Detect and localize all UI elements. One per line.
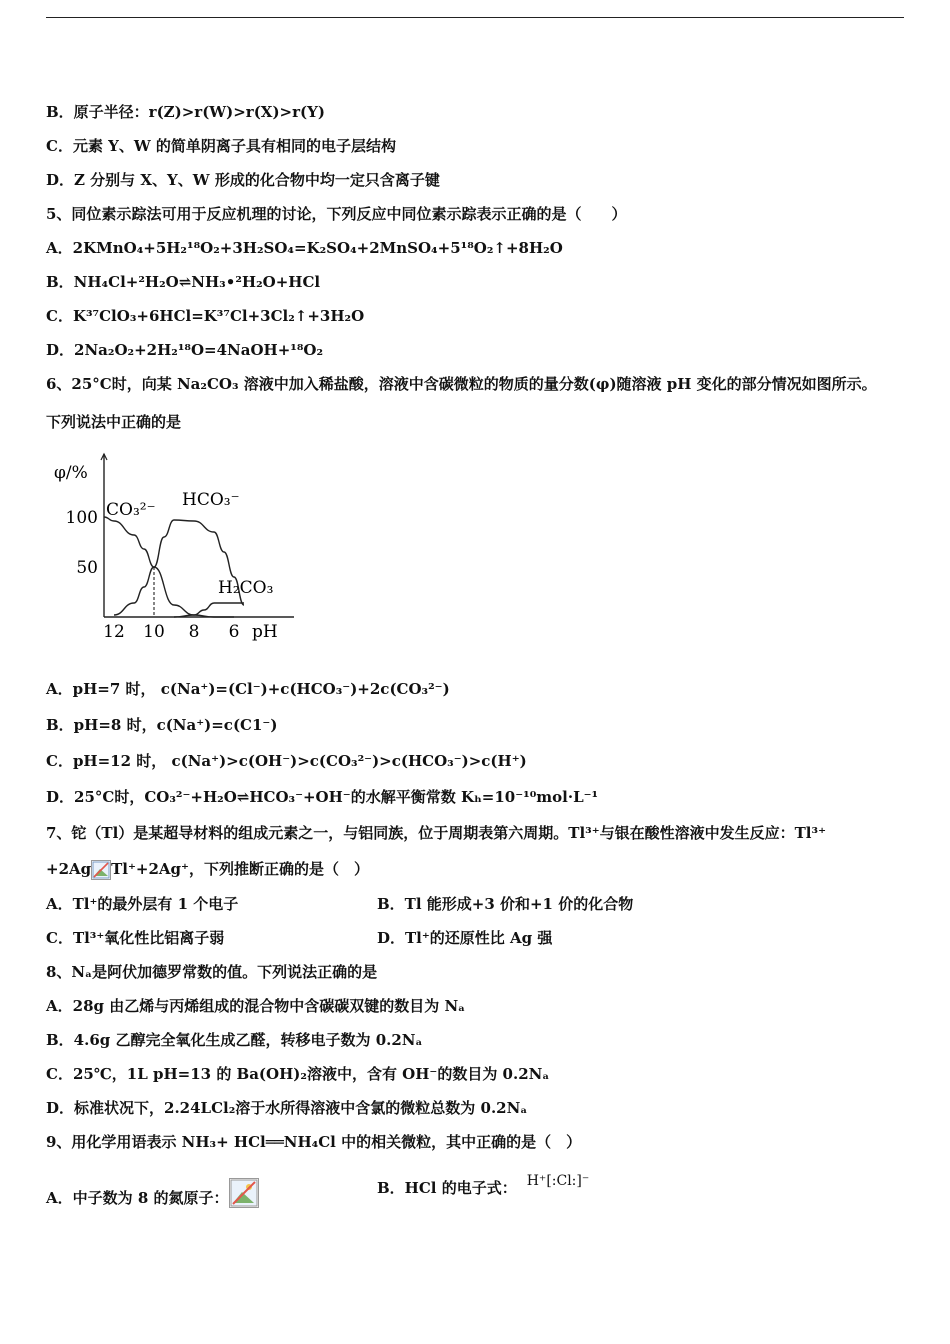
header-rule (46, 17, 904, 18)
q9-option-b-label: B．HCl 的电子式： (377, 1179, 517, 1197)
x-axis-label: pH (252, 622, 278, 642)
q7-option-b: B．Tl 能形成+3 价和+1 价的化合物 (377, 895, 634, 913)
q5-option-b: B．NH₄Cl+²H₂O⇌NH₃•²H₂O+HCl (46, 273, 321, 291)
q8-option-b: B．4.6g 乙醇完全氧化生成乙醛，转移电子数为 0.2Nₐ (46, 1031, 423, 1049)
q6-option-a: A．pH=7 时， c(Na⁺)=(Cl⁻)+c(HCO₃⁻)+2c(CO₃²⁻) (46, 680, 450, 698)
q8-option-c: C．25℃，1L pH=13 的 Ba(OH)₂溶液中，含有 OH⁻的数目为 0.2Nₐ (46, 1065, 550, 1083)
q9-stem: 9、用化学用语表示 NH₃+ HCl══NH₄Cl 中的相关微粒，其中正确的是（ ） (46, 1133, 582, 1151)
q9-option-b (377, 1173, 590, 1199)
q8-stem: 8、Nₐ是阿伏加德罗常数的值。下列说法正确的是 (46, 963, 378, 981)
q7-option-a: A．Tl⁺的最外层有 1 个电子 (46, 895, 239, 913)
q7-stem-line1: 7、铊（Tl）是某超导材料的组成元素之一，与铝同族，位于周期表第六周期。Tl³⁺与银在酸性溶液中发生反应：Tl³⁺ (46, 824, 826, 842)
q6-option-b: B．pH=8 时，c(Na⁺)=c(C1⁻) (46, 716, 278, 734)
q5-option-a: A．2KMnO₄+5H₂¹⁸O₂+3H₂SO₄=K₂SO₄+2MnSO₄+5¹⁸O₂↑+8H₂O (46, 239, 563, 257)
hcl-electron-formula: H⁺[:Cl:]⁻ (526, 1173, 590, 1189)
q7-stem-part1: +2Ag (46, 860, 92, 878)
x-tick-label: 12 (103, 622, 125, 642)
q7-stem-part2: Tl⁺+2Ag⁺，下列推断正确的是（ ） (111, 860, 369, 878)
y-tick-label: 100 (65, 508, 98, 528)
x-tick-label: 8 (188, 622, 200, 642)
q4-option-c: C．元素 Y、W 的简单阴离子具有相同的电子层结构 (46, 137, 396, 155)
q7-option-d: D．Tl⁺的还原性比 Ag 强 (377, 929, 553, 947)
q7-option-c: C．Tl³⁺氧化性比铝离子弱 (46, 929, 225, 947)
carbon-species-chart (52, 452, 312, 652)
x-tick-label: 10 (143, 622, 165, 642)
q5-option-d: D．2Na₂O₂+2H₂¹⁸O=4NaOH+¹⁸O₂ (46, 341, 324, 359)
nitrogen-atom-image-icon (229, 1178, 259, 1208)
broken-image-icon (91, 860, 111, 880)
series-label-1: HCO₃⁻ (182, 490, 240, 510)
q9-option-a-label: A．中子数为 8 的氮原子： (46, 1189, 229, 1207)
q9-option-a (46, 1178, 259, 1208)
q6-option-c: C．pH=12 时， c(Na⁺)>c(OH⁻)>c(CO₃²⁻)>c(HCO₃⁻)>c(H⁺) (46, 752, 527, 770)
series-line-1 (114, 520, 244, 615)
q4-option-b: B．原子半径：r(Z)>r(W)>r(X)>r(Y) (46, 103, 325, 121)
x-tick-label: 6 (228, 622, 240, 642)
q8-option-a: A．28g 由乙烯与丙烯组成的混合物中含碳碳双键的数目为 Nₐ (46, 997, 466, 1015)
q6-stem-line2: 下列说法中正确的是 (46, 413, 182, 431)
q5-option-c: C．K³⁷ClO₃+6HCl=K³⁷Cl+3Cl₂↑+3H₂O (46, 307, 365, 325)
y-tick-label: 50 (76, 558, 98, 578)
chart-labels (54, 463, 278, 642)
chart-series (104, 517, 244, 617)
q8-option-d: D．标准状况下，2.24LCl₂溶于水所得溶液中含氯的微粒总数为 0.2Nₐ (46, 1099, 528, 1117)
q6-stem-line1: 6、25°C时，向某 Na₂CO₃ 溶液中加入稀盐酸，溶液中含碳微粒的物质的量分数(φ)随溶液 pH 变化的部分情况如图所示。 (46, 375, 877, 393)
q7-stem-line2 (46, 859, 369, 880)
y-axis-label: φ/% (54, 463, 88, 483)
series-label-2: H₂CO₃ (218, 578, 274, 598)
q6-option-d: D．25°C时，CO₃²⁻+H₂O⇌HCO₃⁻+OH⁻的水解平衡常数 Kₕ=10⁻¹⁰mol·L⁻¹ (46, 788, 599, 806)
series-label-0: CO₃²⁻ (106, 500, 156, 520)
q4-option-d: D．Z 分别与 X、Y、W 形成的化合物中均一定只含离子键 (46, 171, 440, 189)
q5-stem: 5、同位素示踪法可用于反应机理的讨论，下列反应中同位素示踪表示正确的是（ ） (46, 205, 627, 223)
